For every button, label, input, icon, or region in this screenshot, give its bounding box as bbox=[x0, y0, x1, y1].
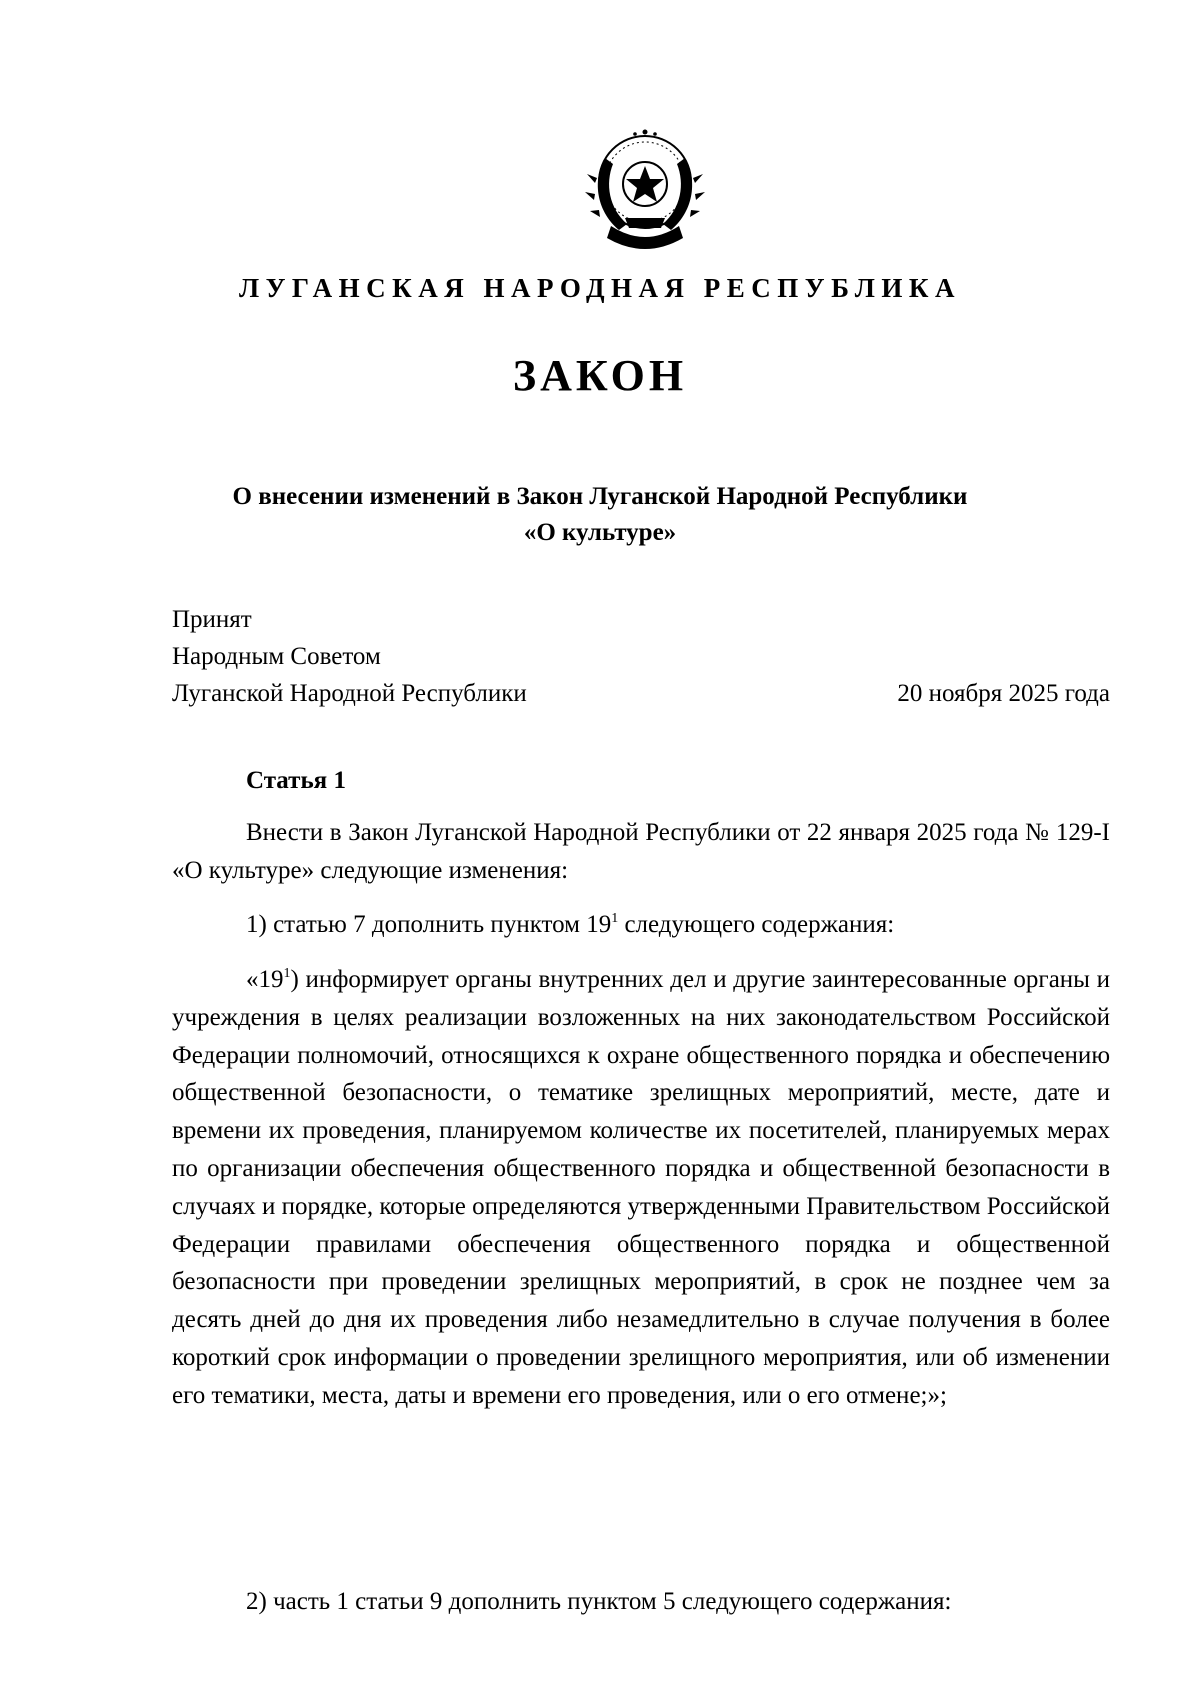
adoption-block bbox=[172, 601, 527, 712]
document-type: ЗАКОН bbox=[512, 351, 688, 400]
amendment-quote-paragraph bbox=[172, 961, 1110, 1415]
amendment-item-2: 2) часть 1 статьи 9 дополнить пунктом 5 следующего содержания: bbox=[246, 1588, 952, 1615]
article-intro-paragraph: Внести в Закон Луганской Народной Республики от 22 января 2025 года № 129-I «О культуре» следующие изменения: bbox=[172, 819, 1110, 884]
amendment-item-1-superscript: 1 bbox=[611, 911, 619, 926]
article-heading: Статья 1 bbox=[246, 767, 346, 794]
amendment-item-1 bbox=[172, 906, 1110, 944]
law-subject-line-2: «О культуре» bbox=[523, 519, 677, 546]
adoption-line-2: Народным Советом bbox=[172, 643, 381, 670]
quote-open: «19 bbox=[246, 966, 284, 993]
adoption-date: 20 ноября 2025 года bbox=[897, 680, 1110, 707]
republic-name: ЛУГАНСКАЯ НАРОДНАЯ РЕСПУБЛИКА bbox=[238, 273, 961, 303]
adoption-line-3: Луганской Народной Республики bbox=[172, 680, 527, 707]
state-emblem-icon bbox=[575, 118, 715, 258]
law-subject-title bbox=[0, 479, 1200, 551]
adoption-line-1: Принят bbox=[172, 606, 252, 633]
quote-superscript: 1 bbox=[283, 966, 291, 981]
amendment-item-1-tail: следующего содержания: bbox=[618, 911, 895, 938]
quote-text: ) информирует органы внутренних дел и другие заинтересованные органы и учреждения в целях реализации возложенных на них законодательством Российской Федерации полномочий, относящихся к охране общественного порядка и обеспечению общественной безопасности, о тематике зрелищных мероприятий, месте, дате и времени их проведения, планируемом количестве их посетителей, планируемых мерах по организации обеспечения общественного порядка и общественной безопасности в случаях и порядке, которые определяются утвержденными Правительством Российской Федерации правилами обеспечения общественного порядка и общественной безопасности при проведении зрелищных мероприятий, в срок не позднее чем за десять дней до дня их проведения либо незамедлительно в случае получения в более короткий срок информации о проведении зрелищного мероприятия, или об изменении его тематики, места, даты и времени его проведения, или о его отмене;»; bbox=[172, 966, 1110, 1409]
law-subject-line-1: О внесении изменений в Закон Луганской Народной Республики bbox=[232, 483, 968, 510]
amendment-item-1-lead: 1) статью 7 дополнить пунктом 19 bbox=[246, 911, 612, 938]
